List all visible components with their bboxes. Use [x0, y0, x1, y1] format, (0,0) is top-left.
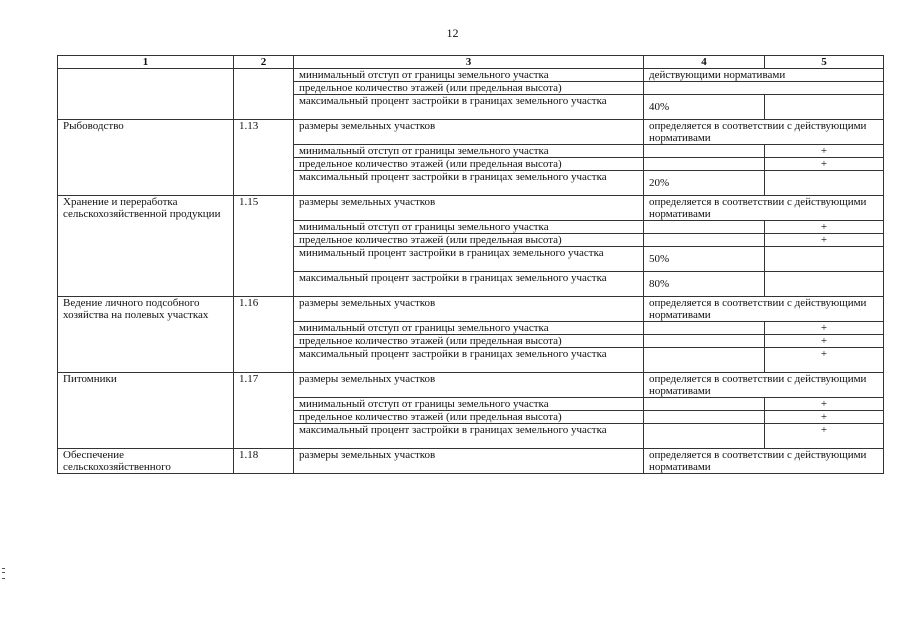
page-number: 12 — [446, 26, 459, 40]
parameter-value: 40% — [644, 95, 765, 120]
parameter-value — [644, 424, 765, 449]
table-body — [58, 69, 884, 474]
parameter-mark: + — [765, 221, 884, 234]
parameter-mark — [765, 247, 884, 272]
parameter-name: минимальный процент застройки в границах земельного участка — [294, 247, 644, 272]
use-type-code: 1.16 — [234, 297, 294, 373]
table-row — [58, 120, 884, 145]
parameter-mark: + — [765, 335, 884, 348]
parameter-value — [644, 82, 884, 95]
table-row — [58, 297, 884, 322]
table-row — [58, 196, 884, 221]
parameter-mark: + — [765, 158, 884, 171]
parameter-value: определяется в соответствии с действующими нормативами — [644, 297, 884, 322]
parameter-mark: + — [765, 145, 884, 158]
parameter-name: максимальный процент застройки в границах земельного участка — [294, 348, 644, 373]
parameter-mark — [765, 95, 884, 120]
parameter-name: максимальный процент застройки в границах земельного участка — [294, 424, 644, 449]
header-col-2: 2 — [234, 56, 294, 69]
parameter-name: предельное количество этажей (или предельная высота) — [294, 411, 644, 424]
use-type-name: Обеспечение сельскохозяйственного — [58, 449, 234, 474]
table-header-row — [58, 56, 884, 69]
parameter-name: минимальный отступ от границы земельного участка — [294, 398, 644, 411]
use-type-code: 1.18 — [234, 449, 294, 474]
use-type-code: 1.15 — [234, 196, 294, 297]
use-type-name: Рыбоводство — [58, 120, 234, 196]
table-row — [58, 373, 884, 398]
parameter-name: максимальный процент застройки в границах земельного участка — [294, 95, 644, 120]
use-type-name: Питомники — [58, 373, 234, 449]
parameter-mark — [765, 272, 884, 297]
table-row — [58, 69, 884, 82]
parameter-mark: + — [765, 398, 884, 411]
parameter-name: размеры земельных участков — [294, 373, 644, 398]
parameter-mark: + — [765, 234, 884, 247]
parameter-value: 20% — [644, 171, 765, 196]
parameter-mark: + — [765, 411, 884, 424]
parameter-value — [644, 335, 765, 348]
parameter-name: минимальный отступ от границы земельного участка — [294, 145, 644, 158]
parameter-name: размеры земельных участков — [294, 297, 644, 322]
parameter-value: определяется в соответствии с действующими нормативами — [644, 373, 884, 398]
use-type-name: Хранение и переработка сельскохозяйственной продукции — [58, 196, 234, 297]
parameter-name: максимальный процент застройки в границах земельного участка — [294, 272, 644, 297]
use-type-code: 1.13 — [234, 120, 294, 196]
parameter-value — [644, 145, 765, 158]
parameter-value — [644, 348, 765, 373]
parameter-value — [644, 398, 765, 411]
parameter-name: минимальный отступ от границы земельного участка — [294, 221, 644, 234]
parameter-value: 50% — [644, 247, 765, 272]
use-type-code — [234, 69, 294, 120]
parameter-name: предельное количество этажей (или предельная высота) — [294, 335, 644, 348]
parameter-mark: + — [765, 322, 884, 335]
parameter-name: минимальный отступ от границы земельного участка — [294, 69, 644, 82]
parameter-value — [644, 158, 765, 171]
parameter-mark — [765, 171, 884, 196]
header-col-4: 4 — [644, 56, 765, 69]
parameter-value: определяется в соответствии с действующими нормативами — [644, 449, 884, 474]
parameter-mark: + — [765, 348, 884, 373]
parameter-value — [644, 322, 765, 335]
table-row — [58, 449, 884, 474]
parameter-name: предельное количество этажей (или предельная высота) — [294, 158, 644, 171]
use-type-code: 1.17 — [234, 373, 294, 449]
parameter-name: минимальный отступ от границы земельного участка — [294, 322, 644, 335]
parameter-value — [644, 411, 765, 424]
scan-edge-mark — [2, 568, 5, 579]
parameter-name: размеры земельных участков — [294, 196, 644, 221]
parameter-value: определяется в соответствии с действующими нормативами — [644, 196, 884, 221]
use-type-name — [58, 69, 234, 120]
parameter-name: максимальный процент застройки в границах земельного участка — [294, 171, 644, 196]
parameter-value: 80% — [644, 272, 765, 297]
header-col-3: 3 — [294, 56, 644, 69]
parameter-name: предельное количество этажей (или предельная высота) — [294, 234, 644, 247]
parameter-mark: + — [765, 424, 884, 449]
header-col-1: 1 — [58, 56, 234, 69]
regulations-table — [57, 55, 884, 474]
header-col-5: 5 — [765, 56, 884, 69]
parameter-name: предельное количество этажей (или предельная высота) — [294, 82, 644, 95]
parameter-value — [644, 234, 765, 247]
parameter-value: определяется в соответствии с действующими нормативами — [644, 120, 884, 145]
parameter-value — [644, 221, 765, 234]
regulations-table-container — [57, 55, 883, 474]
parameter-name: размеры земельных участков — [294, 120, 644, 145]
parameter-name: размеры земельных участков — [294, 449, 644, 474]
use-type-name: Ведение личного подсобного хозяйства на полевых участках — [58, 297, 234, 373]
parameter-value: действующими нормативами — [644, 69, 884, 82]
